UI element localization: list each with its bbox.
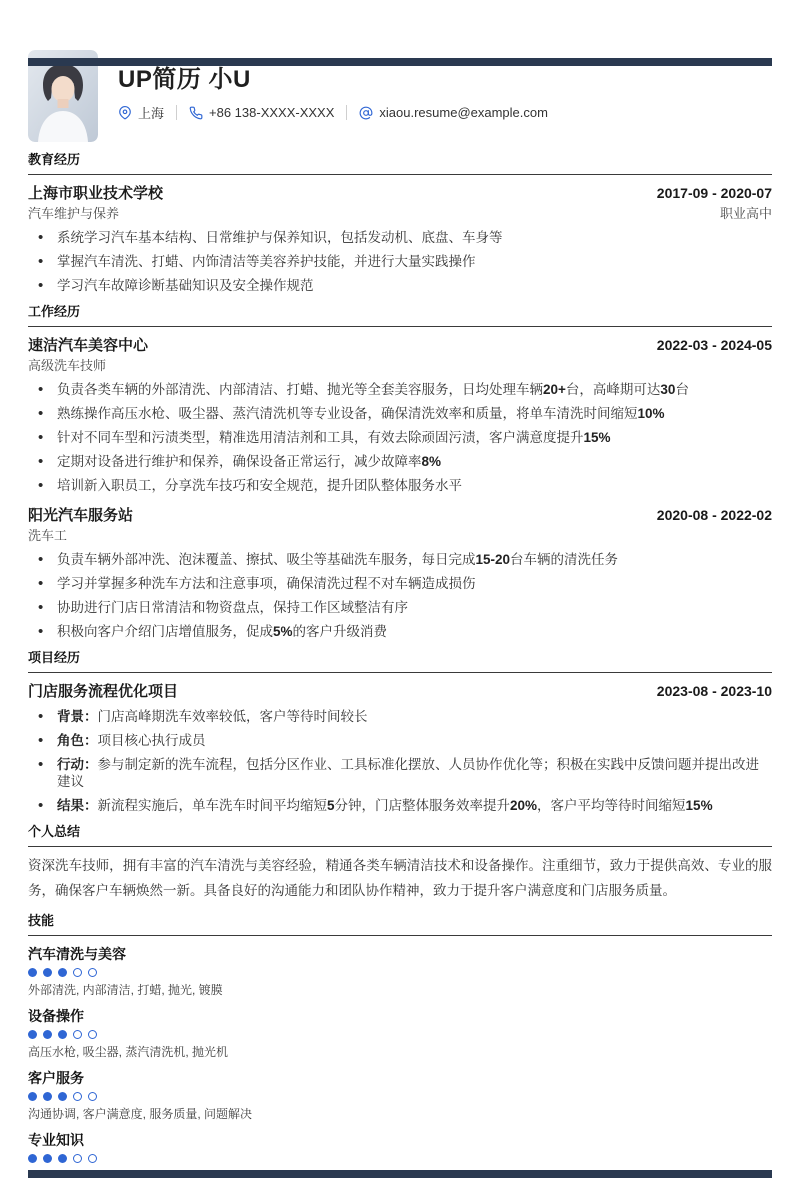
contact-phone bbox=[189, 105, 334, 120]
education-bullets bbox=[28, 229, 772, 294]
skill-dot-filled bbox=[58, 1030, 67, 1039]
work-entry-header bbox=[28, 336, 772, 355]
skill-keywords: 高压水枪, 吸尘器, 蒸汽清洗机, 抛光机 bbox=[28, 1045, 229, 1059]
bullet-item: • 背景：门店高峰期洗车效率较低，客户等待时间较长 bbox=[28, 708, 772, 725]
contact-location bbox=[118, 103, 164, 122]
skill-dot-empty bbox=[88, 1030, 97, 1039]
contact-phone-text: +86 138-XXXX-XXXX bbox=[209, 105, 335, 120]
bottom-accent-bar bbox=[28, 1170, 772, 1178]
section-title: 项目经历 bbox=[28, 650, 772, 673]
contact-row bbox=[118, 103, 548, 122]
education-date: 2017-09 - 2020-07 bbox=[656, 185, 772, 201]
work-entry-header bbox=[28, 506, 772, 525]
bullet-item: • 学习并掌握多种洗车方法和注意事项，确保清洗过程不对车辆造成损伤 bbox=[28, 575, 772, 592]
section-title: 工作经历 bbox=[28, 304, 772, 327]
skill-name: 客户服务 bbox=[28, 1070, 84, 1086]
section-education bbox=[28, 152, 772, 294]
skill-level-dots bbox=[28, 1092, 772, 1101]
company-name: 阳光汽车服务站 bbox=[28, 507, 134, 524]
skill-dot-filled bbox=[43, 1092, 52, 1101]
skill-dot-empty bbox=[88, 968, 97, 977]
skill-name: 专业知识 bbox=[28, 1132, 84, 1148]
work-entry-sub bbox=[28, 357, 772, 374]
work-bullets bbox=[28, 551, 772, 640]
contact-divider bbox=[346, 105, 347, 120]
education-entry-sub bbox=[28, 205, 772, 222]
skill-dot-filled bbox=[28, 968, 37, 977]
skill-dot-empty bbox=[88, 1154, 97, 1163]
contact-divider bbox=[176, 105, 177, 120]
bullet-item: • 结果：新流程实施后，单车洗车时间平均缩短5分钟，门店整体服务效率提升20%，客户平均等待时间缩短15% bbox=[28, 797, 772, 814]
contact-email-text: xiaou.resume@example.com bbox=[379, 105, 548, 120]
skill-level-dots bbox=[28, 1030, 772, 1039]
section-project bbox=[28, 650, 772, 814]
section-summary bbox=[28, 824, 772, 903]
top-accent-bar bbox=[28, 58, 772, 66]
bullet-item: • 积极向客户介绍门店增值服务，促成5%的客户升级消费 bbox=[28, 623, 772, 640]
work-entry-sub bbox=[28, 527, 772, 544]
skill-dot-filled bbox=[28, 1092, 37, 1101]
skill-level-dots bbox=[28, 1154, 772, 1163]
job-title: 洗车工 bbox=[28, 528, 68, 543]
skill-item bbox=[28, 946, 772, 998]
summary-text: 资深洗车技师，拥有丰富的汽车清洗与美容经验，精通各类车辆清洁技术和设备操作。注重细节，致力于提供高效、专业的服务，确保客户车辆焕然一新。具备良好的沟通能力和团队协作精神，致力于提升客户满意度和门店服务质量。 bbox=[28, 858, 772, 898]
bullet-item: • 熟练操作高压水枪、吸尘器、蒸汽清洗机等专业设备，确保清洗效率和质量，将单车清洗时间缩短10% bbox=[28, 405, 772, 422]
at-sign-icon bbox=[359, 106, 373, 120]
education-degree: 职业高中 bbox=[719, 206, 772, 221]
education-major: 汽车维护与保养 bbox=[28, 206, 120, 221]
bullet-item: • 行动：参与制定新的洗车流程，包括分区作业、工具标准化摆放、人员协作优化等；积极在实践中反馈问题并提出改进建议 bbox=[28, 756, 772, 790]
phone-icon bbox=[189, 106, 203, 120]
skill-dot-filled bbox=[58, 1092, 67, 1101]
resume-page bbox=[0, 50, 800, 1163]
job-title: 高级洗车技师 bbox=[28, 358, 107, 373]
work-date: 2022-03 - 2024-05 bbox=[656, 337, 772, 353]
skill-dot-filled bbox=[28, 1030, 37, 1039]
work-bullets bbox=[28, 381, 772, 494]
skill-dot-filled bbox=[43, 968, 52, 977]
section-work bbox=[28, 304, 772, 640]
section-title: 教育经历 bbox=[28, 152, 772, 175]
skill-dot-empty bbox=[73, 1092, 82, 1101]
project-name: 门店服务流程优化项目 bbox=[28, 683, 179, 700]
skill-dot-empty bbox=[73, 1154, 82, 1163]
skill-dot-empty bbox=[88, 1092, 97, 1101]
bullet-item: • 系统学习汽车基本结构、日常维护与保养知识，包括发动机、底盘、车身等 bbox=[28, 229, 772, 246]
bullet-item: • 针对不同车型和污渍类型，精准选用清洁剂和工具，有效去除顽固污渍，客户满意度提升15% bbox=[28, 429, 772, 446]
work-date: 2020-08 - 2022-02 bbox=[656, 507, 772, 523]
candidate-name: UP简历 小U bbox=[118, 66, 251, 93]
skill-keywords: 外部清洗, 内部清洁, 打蜡, 抛光, 镀膜 bbox=[28, 983, 223, 997]
education-entry-header bbox=[28, 184, 772, 203]
bullet-item: • 负责车辆外部冲洗、泡沫覆盖、擦拭、吸尘等基础洗车服务，每日完成15-20台车辆的清洗任务 bbox=[28, 551, 772, 568]
skill-name: 汽车清洗与美容 bbox=[28, 946, 126, 962]
bullet-item: • 掌握汽车清洗、打蜡、内饰清洁等美容养护技能，并进行大量实践操作 bbox=[28, 253, 772, 270]
bullet-item: • 培训新入职员工，分享洗车技巧和安全规范，提升团队整体服务水平 bbox=[28, 477, 772, 494]
section-title: 个人总结 bbox=[28, 824, 772, 847]
skill-keywords: 沟通协调, 客户满意度, 服务质量, 问题解决 bbox=[28, 1107, 253, 1121]
skill-name: 设备操作 bbox=[28, 1008, 84, 1024]
skill-level-dots bbox=[28, 968, 772, 977]
bullet-item: • 定期对设备进行维护和保养，确保设备正常运行，减少故障率8% bbox=[28, 453, 772, 470]
section-skills bbox=[28, 913, 772, 1163]
project-bullets bbox=[28, 708, 772, 814]
skill-dot-filled bbox=[58, 1154, 67, 1163]
contact-email bbox=[359, 105, 548, 120]
skill-dot-filled bbox=[43, 1030, 52, 1039]
map-pin-icon bbox=[118, 106, 132, 120]
project-entry-header bbox=[28, 682, 772, 701]
skill-dot-filled bbox=[43, 1154, 52, 1163]
section-title: 技能 bbox=[28, 913, 772, 936]
skill-dot-filled bbox=[58, 968, 67, 977]
bullet-item: • 角色：项目核心执行成员 bbox=[28, 732, 772, 749]
bullet-item: • 学习汽车故障诊断基础知识及安全操作规范 bbox=[28, 277, 772, 294]
skill-item bbox=[28, 1008, 772, 1060]
company-name: 速洁汽车美容中心 bbox=[28, 337, 149, 354]
bullet-item: • 协助进行门店日常清洁和物资盘点，保持工作区域整洁有序 bbox=[28, 599, 772, 616]
project-date: 2023-08 - 2023-10 bbox=[656, 683, 772, 699]
bullet-item: • 负责各类车辆的外部清洗、内部清洁、打蜡、抛光等全套美容服务，日均处理车辆20+台，高峰期可达30台 bbox=[28, 381, 772, 398]
skill-item bbox=[28, 1070, 772, 1122]
contact-location-text: 上海 bbox=[138, 106, 165, 121]
skill-dot-filled bbox=[28, 1154, 37, 1163]
skill-item bbox=[28, 1132, 772, 1163]
skill-dot-empty bbox=[73, 968, 82, 977]
skill-dot-empty bbox=[73, 1030, 82, 1039]
school-name: 上海市职业技术学校 bbox=[28, 185, 164, 202]
